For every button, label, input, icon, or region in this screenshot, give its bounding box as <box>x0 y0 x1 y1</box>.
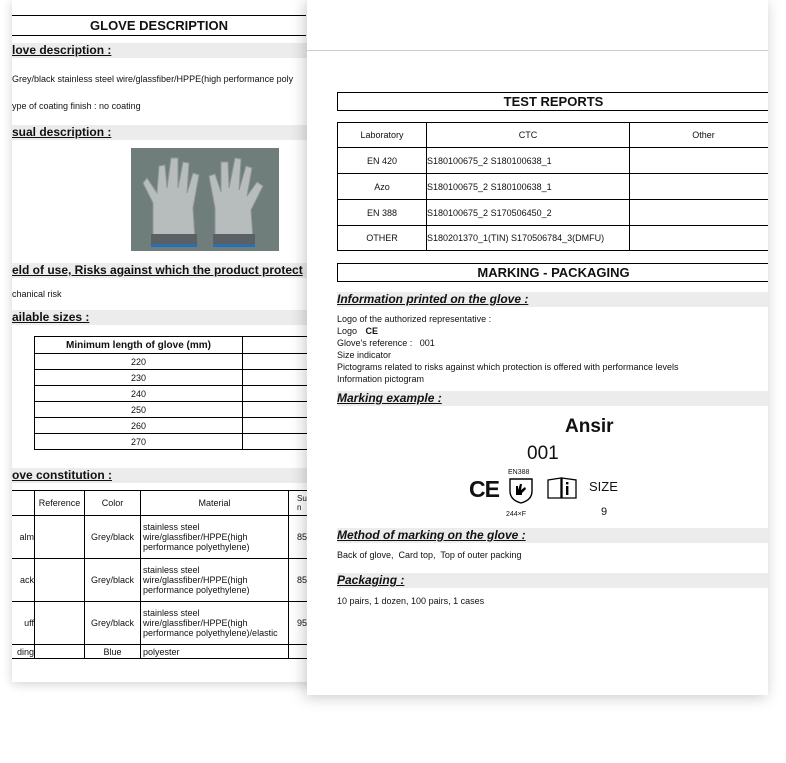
info-printed-heading: Information printed on the glove : <box>337 292 768 307</box>
method-of-marking-heading: Method of marking on the glove : <box>337 528 768 543</box>
support-cell: 85 <box>289 516 313 559</box>
color-cell: Grey/black <box>85 602 141 645</box>
glove-photo <box>131 148 279 251</box>
size-cell: 260 <box>35 418 243 434</box>
visual-description-heading: sual description : <box>12 125 312 140</box>
reference-cell <box>35 516 85 559</box>
size-cell: 230 <box>35 370 243 386</box>
info-line: Logo of the authorized representative : <box>337 314 492 324</box>
lab-header: Laboratory <box>338 123 427 148</box>
material-cell: polyester <box>141 645 289 659</box>
reference-cell <box>35 602 85 645</box>
part-cell: alm <box>12 516 35 559</box>
field-of-use-heading: eld of use, Risks against which the product protect <box>12 263 312 278</box>
info-line: Logo CE <box>337 326 379 336</box>
lab-cell: Azo <box>338 174 427 200</box>
available-sizes-heading: ailable sizes : <box>12 310 312 325</box>
part-cell: ding <box>12 645 35 659</box>
other-cell <box>630 200 769 226</box>
constitution-header-material: Material <box>141 491 289 516</box>
support-cell: 85 <box>289 559 313 602</box>
coating-text: ype of coating finish : no coating <box>12 101 141 111</box>
reference-cell <box>35 645 85 659</box>
test-reports-title: TEST REPORTS <box>337 92 768 111</box>
constitution-header-color: Color <box>85 491 141 516</box>
information-pictogram-icon <box>547 477 577 504</box>
method-text: Back of glove, Card top, Top of outer packing <box>337 550 522 560</box>
marking-example-heading: Marking example : <box>337 391 768 406</box>
other-cell <box>630 148 769 174</box>
lab-cell: EN 420 <box>338 148 427 174</box>
info-line: Glove's reference : 001 <box>337 338 435 348</box>
info-line: Information pictogram <box>337 374 425 384</box>
risk-text: chanical risk <box>12 289 62 299</box>
sizes-header: Minimum length of glove (mm) <box>35 337 243 354</box>
lab-cell: OTHER <box>338 226 427 251</box>
en388-pictogram-icon <box>508 477 534 509</box>
part-cell: uff <box>12 602 35 645</box>
glove-reference: 001 <box>527 443 559 464</box>
reference-cell <box>35 559 85 602</box>
glove-description-title: GLOVE DESCRIPTION <box>12 15 306 36</box>
material-cell: stainless steel wire/glassfiber/HPPE(high performance polyethylene) <box>141 516 289 559</box>
en388-label: EN388 <box>508 469 530 476</box>
ce-mark: CE <box>469 476 499 502</box>
size-cell: 240 <box>35 386 243 402</box>
glove-constitution-heading: ove constitution : <box>12 468 312 483</box>
marking-packaging-title: MARKING - PACKAGING <box>337 263 768 282</box>
ctc-header: CTC <box>427 123 630 148</box>
size-cell: 270 <box>35 434 243 450</box>
color-cell: Blue <box>85 645 141 659</box>
other-cell <box>630 226 769 251</box>
info-line: Pictograms related to risks against which protection is offered with performance levels <box>337 362 679 372</box>
info-line: Size indicator <box>337 350 392 360</box>
test-reports-table <box>337 122 768 251</box>
constitution-header-reference: Reference <box>35 491 85 516</box>
ctc-cell: S180100675_2 S180100638_1 <box>427 174 630 200</box>
part-cell: ack <box>12 559 35 602</box>
performance-levels: 244×F <box>506 511 527 518</box>
constitution-header-part <box>12 491 35 516</box>
packaging-heading: Packaging : <box>337 573 768 588</box>
color-cell: Grey/black <box>85 516 141 559</box>
ce-logo-mark: CE <box>365 326 379 336</box>
size-cell: 250 <box>35 402 243 418</box>
size-cell: 220 <box>35 354 243 370</box>
constitution-table <box>12 490 312 659</box>
page-top-rule <box>307 50 768 51</box>
test-reports-page <box>307 0 768 695</box>
material-cell: stainless steel wire/glassfiber/HPPE(high performance polyethylene) <box>141 559 289 602</box>
glove-description-page <box>12 0 312 682</box>
packaging-text: 10 pairs, 1 dozen, 100 pairs, 1 cases <box>337 596 485 606</box>
size-label: SIZE <box>589 479 618 494</box>
lab-cell: EN 388 <box>338 200 427 226</box>
glove-description-heading: love description : <box>12 43 312 58</box>
glove-description-text: Grey/black stainless steel wire/glassfiber/HPPE(high performance poly <box>12 74 294 84</box>
ctc-cell: S180100675_2 S180100638_1 <box>427 148 630 174</box>
support-cell: 95 <box>289 602 313 645</box>
size-value: 9 <box>601 506 608 518</box>
color-cell: Grey/black <box>85 559 141 602</box>
ctc-cell: S180201370_1(TIN) S170506784_3(DMFU) <box>427 226 630 251</box>
other-header: Other <box>630 123 769 148</box>
constitution-header-support: Su n <box>289 491 313 516</box>
brand-name: Ansir <box>565 416 614 437</box>
other-cell <box>630 174 769 200</box>
material-cell: stainless steel wire/glassfiber/HPPE(high performance polyethylene)/elastic <box>141 602 289 645</box>
ctc-cell: S180100675_2 S170506450_2 <box>427 200 630 226</box>
sizes-table <box>34 336 312 450</box>
